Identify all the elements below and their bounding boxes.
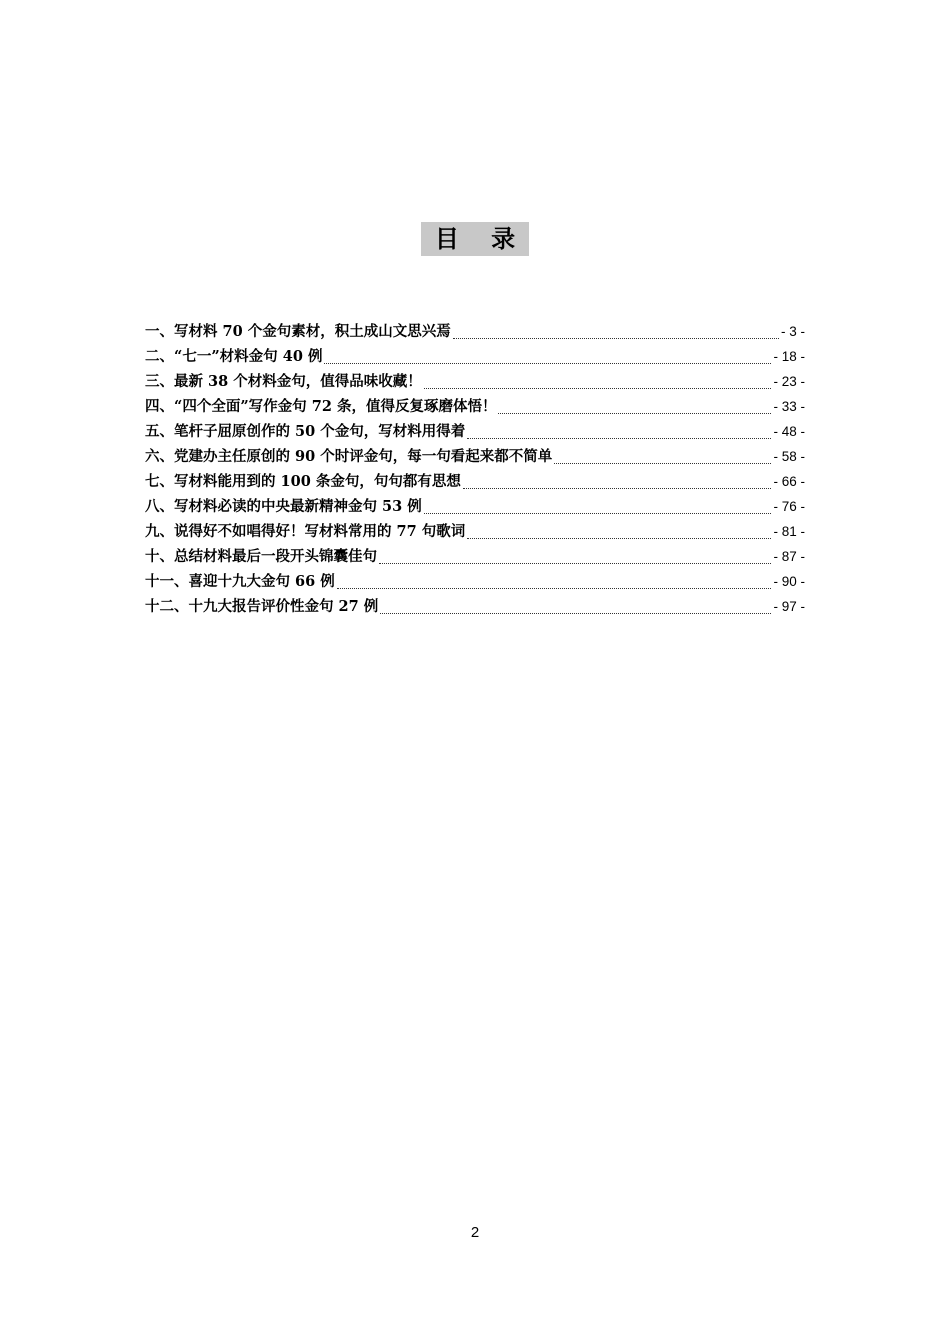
toc-entry[interactable] [145,420,805,445]
toc-leader-dots [453,338,779,339]
toc-entry-title[interactable]: 六、党建办主任原创的 90 个时评金句，每一句看起来都不简单 [145,448,553,465]
toc-entry-page[interactable]: - 76 - [773,499,805,514]
toc-entry-page[interactable]: - 66 - [773,474,805,489]
toc-entry-title[interactable]: 三、最新 38 个材料金句，值得品味收藏！ [145,373,422,390]
toc-entry[interactable] [145,545,805,570]
toc-entry-page[interactable]: - 58 - [773,449,805,464]
toc-entry[interactable] [145,370,805,395]
toc-entry-page[interactable]: - 23 - [773,374,805,389]
toc-entry-title[interactable]: 十、总结材料最后一段开头锦囊佳句 [145,548,377,565]
toc-entry[interactable] [145,395,805,420]
toc-entry-page[interactable]: - 33 - [773,399,805,414]
toc-entry[interactable] [145,495,805,520]
toc-entry-page[interactable]: - 90 - [773,574,805,589]
toc-entry[interactable] [145,470,805,495]
toc-entry-title[interactable]: 八、写材料必读的中央最新精神金句 53 例 [145,498,422,515]
toc-entry-page[interactable]: - 97 - [773,599,805,614]
toc-entry[interactable] [145,445,805,470]
toc-entry-title[interactable]: 四、“四个全面”写作金句 72 条，值得反复琢磨体悟！ [145,398,497,415]
toc-entry-page[interactable]: - 81 - [773,524,805,539]
toc-entry[interactable] [145,320,805,345]
toc-entry-page[interactable]: - 3 - [780,324,805,339]
toc-leader-dots [337,588,772,589]
toc-leader-dots [424,388,772,389]
toc-entry-title[interactable]: 五、笔杆子屈原创作的 50 个金句，写材料用得着 [145,423,466,440]
toc-entry[interactable] [145,520,805,545]
toc-entry[interactable] [145,570,805,595]
title-wrap [0,222,950,256]
toc-leader-dots [380,613,771,614]
toc-entry-page[interactable]: - 48 - [773,424,805,439]
toc-leader-dots [324,363,771,364]
toc-leader-dots [424,513,772,514]
toc-leader-dots [463,488,772,489]
toc-leader-dots [379,563,771,564]
toc-entry[interactable] [145,595,805,620]
toc-entry-title[interactable]: 十一、喜迎十九大金句 66 例 [145,573,335,590]
toc-entry-title[interactable]: 十二、十九大报告评价性金句 27 例 [145,598,379,615]
toc-entry-page[interactable]: - 18 - [773,349,805,364]
toc-leader-dots [498,413,771,414]
toc-entry-title[interactable]: 九、说得好不如唱得好！写材料常用的 77 句歌词 [145,523,466,540]
toc-entry-title[interactable]: 一、写材料 70 个金句素材，积土成山文思兴焉 [145,323,451,340]
table-of-contents [145,320,805,620]
toc-leader-dots [467,538,771,539]
toc-entry-title[interactable]: 七、写材料能用到的 100 条金句，句句都有思想 [145,473,461,490]
toc-leader-dots [467,438,771,439]
toc-entry-page[interactable]: - 87 - [773,549,805,564]
toc-entry-title[interactable]: 二、“七一”材料金句 40 例 [145,348,323,365]
page-title: 目 录 [421,222,529,256]
page-number: 2 [470,1224,480,1241]
toc-leader-dots [554,463,771,464]
toc-entry[interactable] [145,345,805,370]
